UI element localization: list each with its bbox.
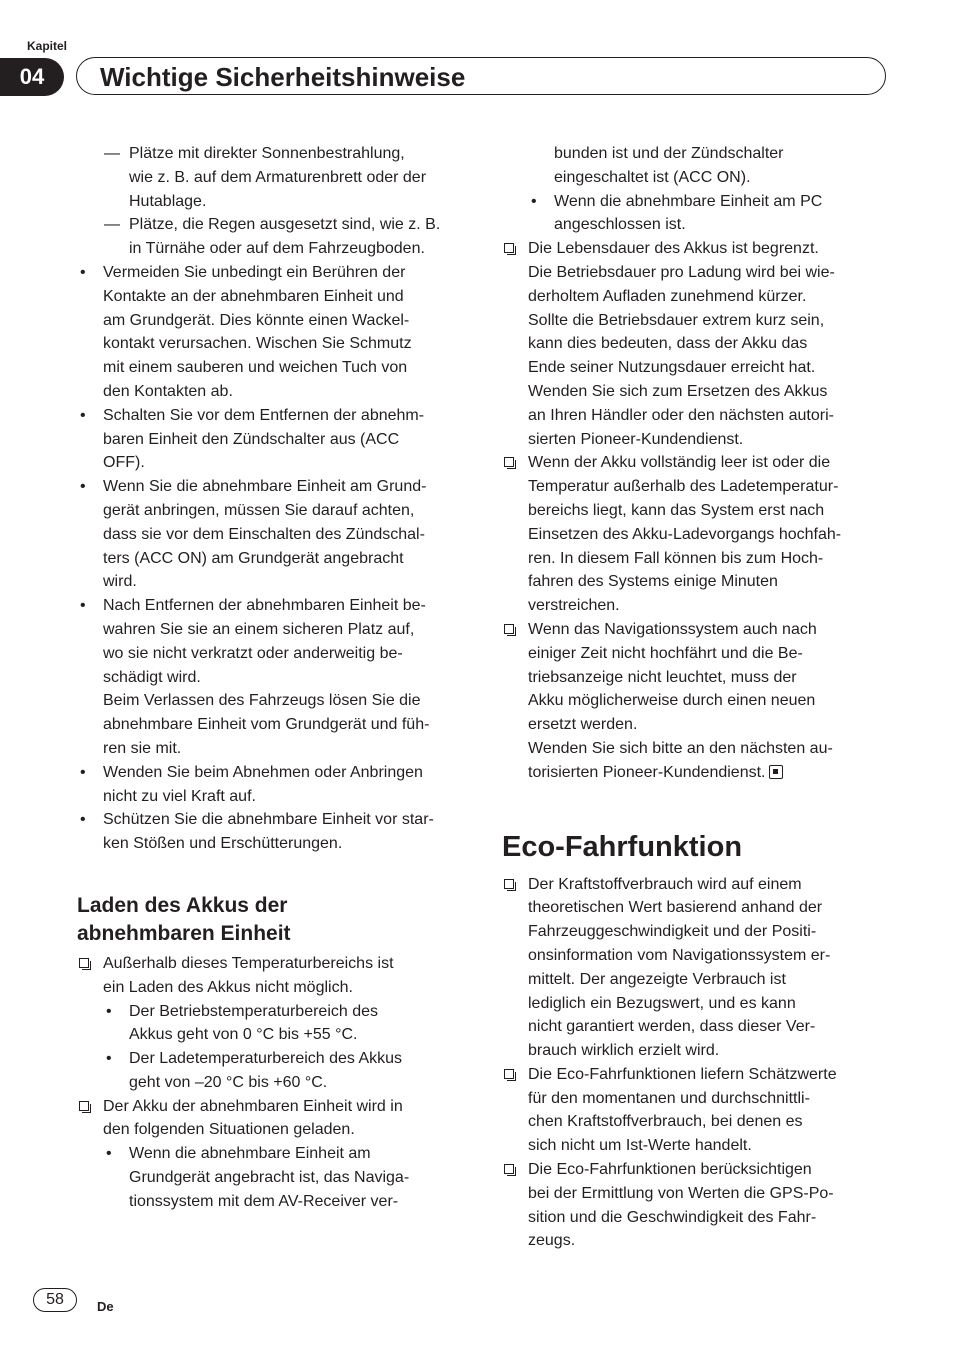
chapter-number-badge: 04 [0, 58, 64, 96]
bullet-icon: • [80, 811, 86, 829]
bullet-icon: • [80, 597, 86, 615]
sub-bullet-item: • Wenn die abnehmbare Einheit am Grundgerät angebracht ist, das Naviga- tionssystem mit dem AV-Receiver ver- [77, 1142, 465, 1213]
note-box-icon [504, 624, 514, 634]
bullet-item: • Nach Entfernen der abnehmbaren Einheit be- wahren Sie sie an einem sicheren Platz auf, wo sie nicht verkratzt oder anderweitig be- schädigt wird. Beim Verlassen des Fahrzeugs lösen Sie die abnehmbare Einheit vom Grundgerät und füh- ren sie mit. [77, 594, 465, 761]
dash-item: — Plätze, die Regen ausgesetzt sind, wie z. B. in Türnähe oder auf dem Fahrzeugboden. [77, 213, 465, 261]
bullet-icon: • [80, 263, 86, 281]
note-item: Außerhalb dieses Temperaturbereichs ist ein Laden des Akkus nicht möglich. [77, 952, 465, 1000]
bullet-icon: • [80, 406, 86, 424]
bullet-item: • Wenn Sie die abnehmbare Einheit am Grund- gerät anbringen, müssen Sie darauf achten, dass sie vor dem Einschalten des Zündschal- ters (ACC ON) am Grundgerät angebracht wird. [77, 475, 465, 594]
bullet-item: • Schützen Sie die abnehmbare Einheit vor star- ken Stößen und Erschütterungen. [77, 808, 465, 856]
bullet-icon: • [106, 1002, 112, 1020]
bullet-icon: • [106, 1050, 112, 1068]
note-item: Wenn der Akku vollständig leer ist oder die Temperatur außerhalb des Ladetemperatur- bereichs liegt, kann das System erst nach Einsetzen des Akku-Ladevorgangs hochfah- ren. In diesem Fall können bis zum Hoch- fahren des Systems einige Minuten verstreichen. [502, 451, 890, 618]
note-box-icon [79, 958, 89, 968]
note-box-icon [504, 879, 514, 889]
note-item: Die Eco-Fahrfunktionen liefern Schätzwerte für den momentanen und durchschnittli- chen Kraftstoffverbrauch, bei denen es sich nicht um Ist-Werte handelt. [502, 1063, 890, 1158]
bullet-icon: • [80, 763, 86, 781]
chapter-title: Wichtige Sicherheitshinweise [100, 62, 466, 92]
bullet-item: • Wenden Sie beim Abnehmen oder Anbringen nicht zu viel Kraft auf. [77, 761, 465, 809]
bullet-icon: • [531, 192, 537, 210]
sub-bullet-item: • Der Betriebstemperaturbereich des Akkus geht von 0 °C bis +55 °C. [77, 1000, 465, 1048]
bullet-icon: • [106, 1145, 112, 1163]
note-box-icon [504, 457, 514, 467]
dash-marker: — [104, 145, 120, 162]
sub-bullet-item: • Wenn die abnehmbare Einheit am PC angeschlossen ist. [502, 190, 890, 238]
sub-bullet-item: • Der Ladetemperaturbereich des Akkus geht von –20 °C bis +60 °C. [77, 1047, 465, 1095]
dash-item: — Plätze mit direkter Sonnenbestrahlung, wie z. B. auf dem Armaturenbrett oder der Hutablage. [77, 142, 465, 213]
note-item: Die Lebensdauer des Akkus ist begrenzt. Die Betriebsdauer pro Ladung wird bei wie- derholtem Aufladen zunehmend kürzer. Sollte die Betriebsdauer extrem kurz sein, kann dies bedeuten, dass der Akku das Ende seiner Nutzungsdauer erreicht hat. Wenden Sie sich zum Ersetzen des Akkus an Ihren Händler oder den nächsten autori- sierten Pioneer-Kundendienst. [502, 237, 890, 451]
bullet-item: • Vermeiden Sie unbedingt ein Berühren der Kontakte an der abnehmbaren Einheit und am Grundgerät. Dies könnte einen Wackel- kontakt verursachen. Wischen Sie Schmutz mit einem sauberen und weichen Tuch von den Kontakten ab. [77, 261, 465, 404]
left-column [77, 142, 465, 1214]
right-column [502, 142, 890, 1253]
bullet-icon: • [80, 478, 86, 496]
end-of-section-icon [769, 765, 783, 779]
note-box-icon [504, 1069, 514, 1079]
note-box-icon [79, 1101, 89, 1111]
language-code: De [97, 1299, 114, 1314]
sub-bullet-continuation: bunden ist und der Zündschalter eingeschaltet ist (ACC ON). [554, 145, 784, 186]
note-item: Wenn das Navigationssystem auch nach einiger Zeit nicht hochfährt und die Be- triebsanzeige nicht leuchtet, muss der Akku möglicherweise durch einen neuen ersetzt werden. Wenden Sie sich bitte an den nächsten au- torisierten Pioneer-Kundendienst. [502, 618, 890, 785]
section-heading-eco: Eco-Fahrfunktion [502, 830, 743, 863]
note-item: Der Kraftstoffverbrauch wird auf einem theoretischen Wert basierend anhand der Fahrzeuggeschwindigkeit und der Positi- onsinformation vom Navigationssystem er- mittelt. Der angezeigte Verbrauch ist lediglich ein Bezugswert, und es kann nicht garantiert werden, dass dieser Ver- brauch wirklich erzielt wird. [502, 873, 890, 1063]
note-item: Die Eco-Fahrfunktionen berücksichtigen bei der Ermittlung von Werten die GPS-Po- sition und die Geschwindigkeit des Fahr- zeugs. [502, 1158, 890, 1253]
bullet-item: • Schalten Sie vor dem Entfernen der abnehm- baren Einheit den Zündschalter aus (ACC OFF). [77, 404, 465, 475]
page-number: 58 [33, 1288, 77, 1312]
note-box-icon [504, 1164, 514, 1174]
note-item: Der Akku der abnehmbaren Einheit wird in den folgenden Situationen geladen. [77, 1095, 465, 1143]
kapitel-label: Kapitel [27, 39, 68, 53]
dash-marker: — [104, 216, 120, 234]
note-box-icon [504, 243, 514, 253]
section-heading-akku: Laden des Akkus der abnehmbaren Einheit [77, 893, 291, 945]
